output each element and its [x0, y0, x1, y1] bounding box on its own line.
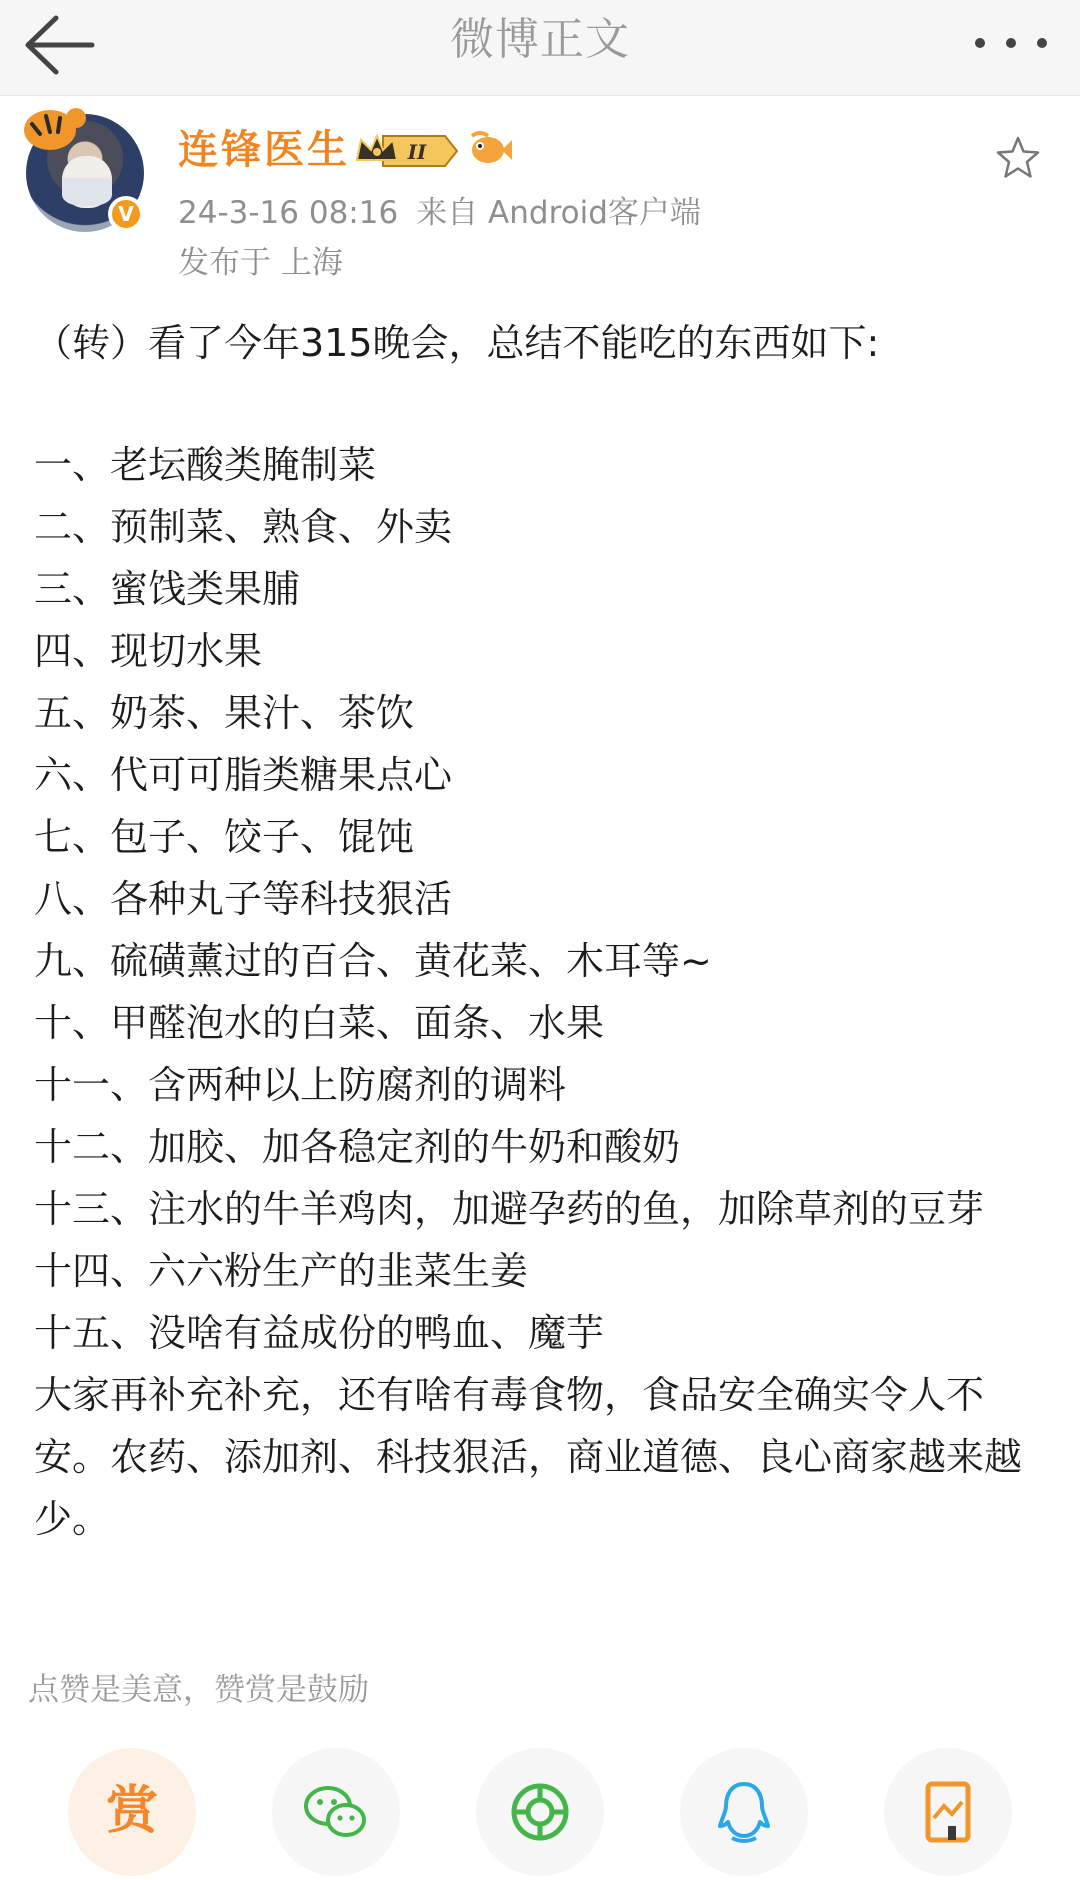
member-level-text: II [407, 140, 427, 164]
list-item: 十、甲醛泡水的白菜、面条、水果 [34, 1001, 605, 1045]
moments-icon [500, 1772, 580, 1852]
top-nav-bar [0, 0, 1080, 96]
list-item: 十四、六六粉生产的韭菜生姜 [34, 1249, 529, 1293]
list-item: 三、蜜饯类果脯 [34, 567, 301, 611]
wechat-icon [296, 1772, 376, 1852]
favorite-button[interactable] [994, 134, 1042, 182]
verified-badge [108, 196, 144, 232]
post-content [34, 312, 1034, 1550]
orange-v-badge-icon: V [118, 202, 134, 226]
list-item: 七、包子、饺子、馄饨 [34, 815, 415, 859]
share-row [0, 1740, 1080, 1880]
list-item: 九、硫磺薰过的百合、黄花菜、木耳等~ [34, 939, 712, 983]
author-avatar[interactable] [26, 114, 144, 232]
post-source: 来自 Android客户端 [416, 195, 701, 231]
star-outline-icon [994, 134, 1042, 182]
post-intro: （转）看了今年315晚会，总结不能吃的东西如下: [34, 321, 880, 365]
list-item: 十二、加胶、加各稳定剂的牛奶和酸奶 [34, 1125, 681, 1169]
more-button[interactable] [968, 18, 1054, 68]
list-item: 十三、注水的牛羊鸡肉，加避孕药的鱼，加除草剂的豆芽 [34, 1187, 985, 1231]
reward-button[interactable] [68, 1748, 196, 1876]
list-item: 五、奶茶、果汁、茶饮 [34, 691, 415, 735]
list-item: 十五、没啥有益成份的鸭血、魔芋 [34, 1311, 605, 1355]
list-item: 八、各种丸子等科技狠活 [34, 877, 453, 921]
post-closing: 大家再补充补充，还有啥有毒食物，食品安全确实令人不安。农药、添加剂、科技狠活，商业道德、良心商家越来越少。 [34, 1373, 1023, 1541]
list-item: 十一、含两种以上防腐剂的调料 [34, 1063, 567, 1107]
reward-hint: 点赞是美意，赞赏是鼓励 [28, 1672, 369, 1708]
list-item: 一、老坛酸类腌制菜 [34, 443, 377, 487]
tiger-frame-icon [20, 104, 100, 154]
wechat-share-button[interactable] [272, 1748, 400, 1876]
post-time: 24-3-16 08:16 [178, 195, 399, 231]
list-item: 六、代可可脂类糖果点心 [34, 753, 453, 797]
fish-badge-icon[interactable] [466, 128, 512, 170]
author-name[interactable]: 连锋医生 [178, 127, 350, 173]
post-location: 发布于 上海 [178, 245, 343, 281]
poster-share-button[interactable] [884, 1748, 1012, 1876]
moments-share-button[interactable] [476, 1748, 604, 1876]
poster-icon [908, 1772, 988, 1852]
qq-icon [704, 1772, 784, 1852]
post-meta [178, 192, 719, 234]
more-dots-icon [968, 18, 1054, 68]
list-item: 二、预制菜、熟食、外卖 [34, 505, 453, 549]
reward-icon: 赏 [105, 1781, 158, 1841]
qq-share-button[interactable] [680, 1748, 808, 1876]
post-list [34, 434, 1034, 1364]
list-item: 四、现切水果 [34, 629, 263, 673]
crown-level-badge-icon[interactable] [353, 130, 461, 172]
page-title: 微博正文 [450, 14, 630, 65]
avatar-mask [62, 178, 112, 206]
